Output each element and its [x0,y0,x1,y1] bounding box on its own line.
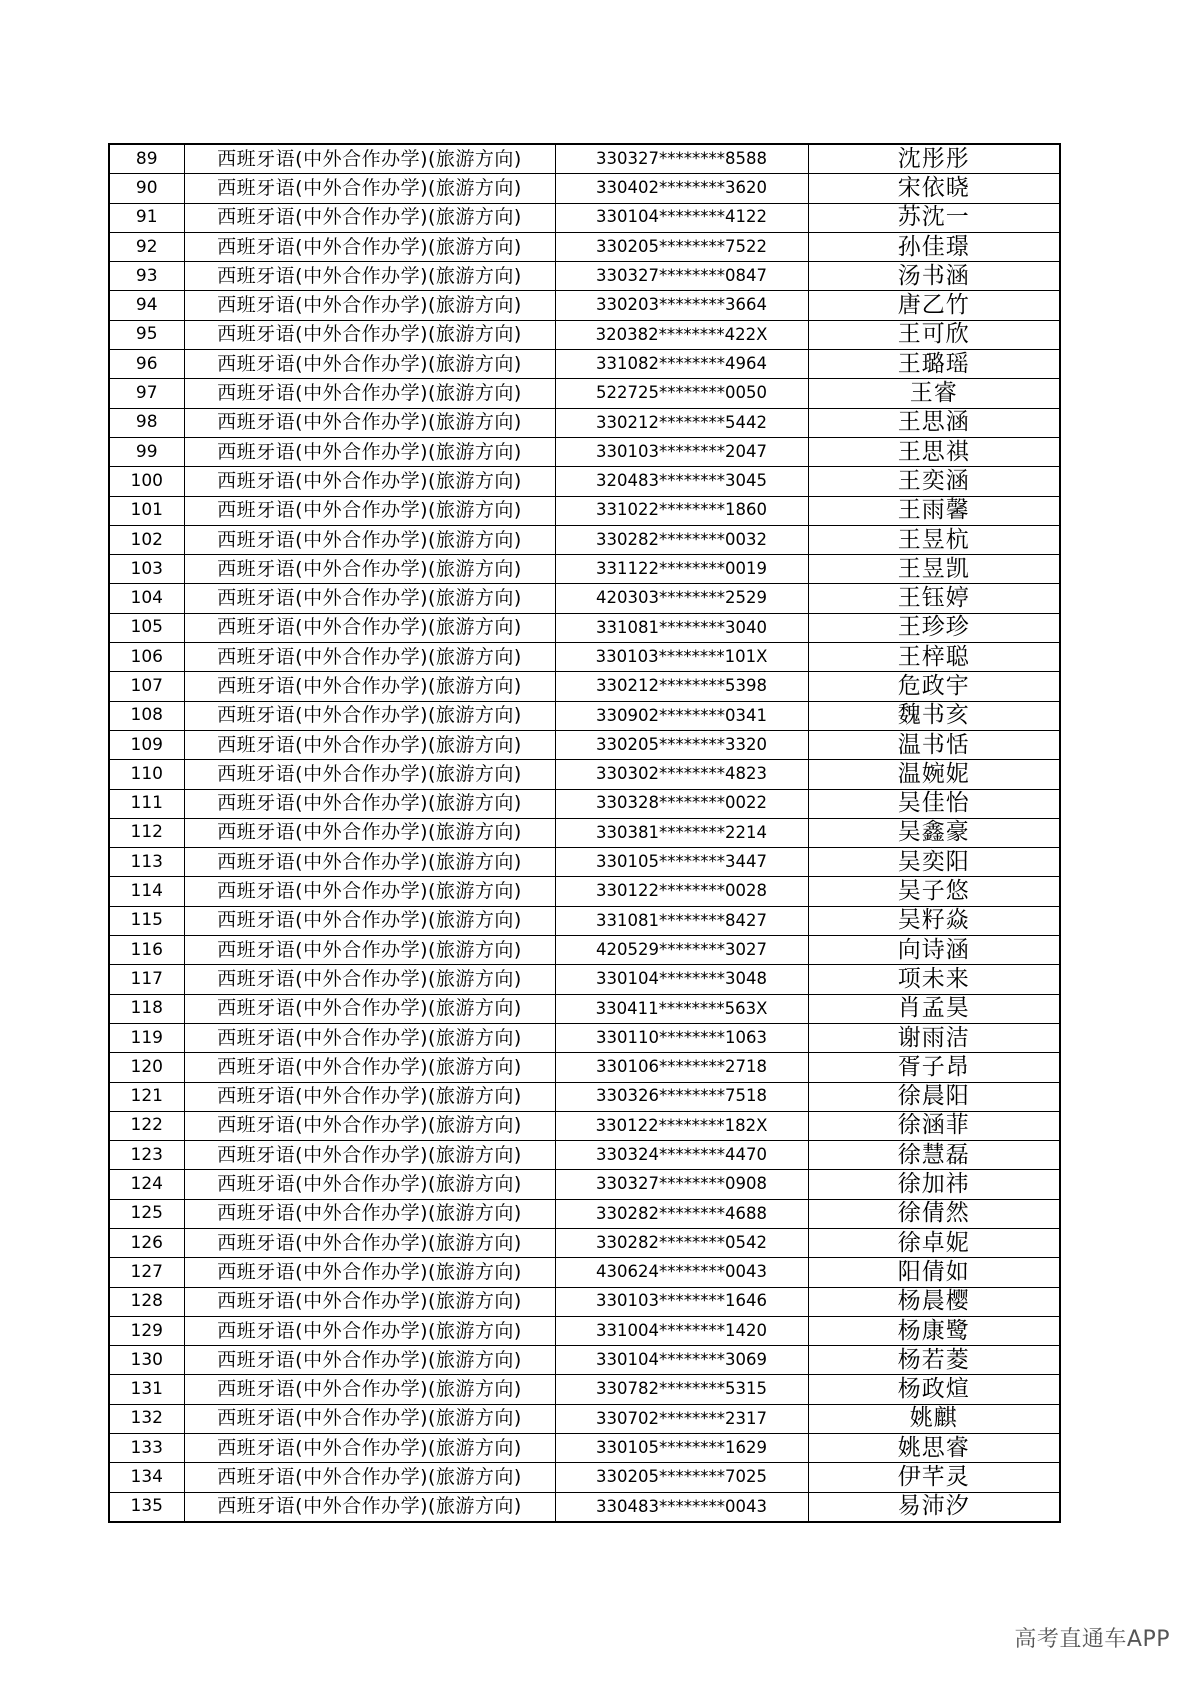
table-row [109,1023,1060,1052]
major-cell: 西班牙语(中外合作办学)(旅游方向) [184,467,555,496]
row-number-cell: 111 [109,789,184,818]
id-number-cell: 331081********3040 [555,613,808,642]
student-name-cell: 吴奕阳 [808,848,1060,877]
id-number-cell: 330327********0847 [555,262,808,291]
major-cell: 西班牙语(中外合作办学)(旅游方向) [184,1111,555,1140]
id-number-cell: 330324********4470 [555,1141,808,1170]
row-number-cell: 129 [109,1316,184,1345]
table-row [109,994,1060,1023]
student-name-cell: 吴籽焱 [808,906,1060,935]
student-name-cell: 杨政煊 [808,1375,1060,1404]
student-name-cell: 王思祺 [808,437,1060,466]
table-row [109,906,1060,935]
student-name-cell: 肖孟昊 [808,994,1060,1023]
student-name-cell: 徐倩然 [808,1199,1060,1228]
id-number-cell: 330327********0908 [555,1170,808,1199]
major-cell: 西班牙语(中外合作办学)(旅游方向) [184,1375,555,1404]
table-row [109,262,1060,291]
row-number-cell: 107 [109,672,184,701]
table-row [109,818,1060,847]
table-row [109,848,1060,877]
student-name-cell: 王昱凯 [808,555,1060,584]
student-name-cell: 项未来 [808,965,1060,994]
id-number-cell: 330103********1646 [555,1287,808,1316]
table-row [109,1258,1060,1287]
row-number-cell: 96 [109,350,184,379]
row-number-cell: 93 [109,262,184,291]
row-number-cell: 125 [109,1199,184,1228]
row-number-cell: 119 [109,1023,184,1052]
major-cell: 西班牙语(中外合作办学)(旅游方向) [184,1199,555,1228]
student-name-cell: 唐乙竹 [808,291,1060,320]
major-cell: 西班牙语(中外合作办学)(旅游方向) [184,291,555,320]
row-number-cell: 120 [109,1053,184,1082]
major-cell: 西班牙语(中外合作办学)(旅游方向) [184,203,555,232]
row-number-cell: 135 [109,1492,184,1522]
major-cell: 西班牙语(中外合作办学)(旅游方向) [184,994,555,1023]
major-cell: 西班牙语(中外合作办学)(旅游方向) [184,232,555,261]
row-number-cell: 103 [109,555,184,584]
id-number-cell: 330282********4688 [555,1199,808,1228]
table-row [109,437,1060,466]
student-name-cell: 徐加祎 [808,1170,1060,1199]
id-number-cell: 330782********5315 [555,1375,808,1404]
table-row [109,555,1060,584]
id-number-cell: 330381********2214 [555,818,808,847]
id-number-cell: 331081********8427 [555,906,808,935]
table-row [109,350,1060,379]
student-name-cell: 沈彤彤 [808,144,1060,174]
table-row [109,1053,1060,1082]
id-number-cell: 330105********1629 [555,1434,808,1463]
major-cell: 西班牙语(中外合作办学)(旅游方向) [184,1053,555,1082]
row-number-cell: 115 [109,906,184,935]
major-cell: 西班牙语(中外合作办学)(旅游方向) [184,672,555,701]
row-number-cell: 127 [109,1258,184,1287]
id-number-cell: 330328********0022 [555,789,808,818]
row-number-cell: 118 [109,994,184,1023]
id-number-cell: 331022********1860 [555,496,808,525]
row-number-cell: 104 [109,584,184,613]
major-cell: 西班牙语(中外合作办学)(旅游方向) [184,877,555,906]
row-number-cell: 133 [109,1434,184,1463]
id-number-cell: 330110********1063 [555,1023,808,1052]
table-row [109,965,1060,994]
row-number-cell: 90 [109,174,184,203]
major-cell: 西班牙语(中外合作办学)(旅游方向) [184,262,555,291]
row-number-cell: 123 [109,1141,184,1170]
major-cell: 西班牙语(中外合作办学)(旅游方向) [184,1141,555,1170]
major-cell: 西班牙语(中外合作办学)(旅游方向) [184,936,555,965]
id-number-cell: 330411********563X [555,994,808,1023]
row-number-cell: 92 [109,232,184,261]
student-name-cell: 胥子昂 [808,1053,1060,1082]
table-row [109,1346,1060,1375]
watermark: 高考直通车APP [1014,1627,1170,1652]
major-cell: 西班牙语(中外合作办学)(旅游方向) [184,1287,555,1316]
row-number-cell: 116 [109,936,184,965]
row-number-cell: 99 [109,437,184,466]
row-number-cell: 110 [109,760,184,789]
student-name-cell: 王钰婷 [808,584,1060,613]
student-name-cell: 徐涵菲 [808,1111,1060,1140]
student-name-cell: 徐慧磊 [808,1141,1060,1170]
student-name-cell: 王雨馨 [808,496,1060,525]
student-name-cell: 吴鑫豪 [808,818,1060,847]
student-name-cell: 杨若菱 [808,1346,1060,1375]
student-name-cell: 王睿 [808,379,1060,408]
id-number-cell: 330105********3447 [555,848,808,877]
table-row [109,144,1060,174]
student-name-cell: 王珍珍 [808,613,1060,642]
id-number-cell: 330702********2317 [555,1404,808,1433]
id-number-cell: 420529********3027 [555,936,808,965]
major-cell: 西班牙语(中外合作办学)(旅游方向) [184,613,555,642]
major-cell: 西班牙语(中外合作办学)(旅游方向) [184,379,555,408]
table-row [109,203,1060,232]
major-cell: 西班牙语(中外合作办学)(旅游方向) [184,848,555,877]
table-row [109,379,1060,408]
major-cell: 西班牙语(中外合作办学)(旅游方向) [184,1404,555,1433]
id-number-cell: 330302********4823 [555,760,808,789]
id-number-cell: 330103********2047 [555,437,808,466]
row-number-cell: 100 [109,467,184,496]
id-number-cell: 330122********0028 [555,877,808,906]
student-name-cell: 吴子悠 [808,877,1060,906]
student-name-cell: 王思涵 [808,408,1060,437]
id-number-cell: 330104********3048 [555,965,808,994]
major-cell: 西班牙语(中外合作办学)(旅游方向) [184,320,555,349]
major-cell: 西班牙语(中外合作办学)(旅游方向) [184,1258,555,1287]
table-row [109,613,1060,642]
row-number-cell: 126 [109,1228,184,1257]
row-number-cell: 121 [109,1082,184,1111]
student-name-cell: 温婉妮 [808,760,1060,789]
major-cell: 西班牙语(中外合作办学)(旅游方向) [184,525,555,554]
student-name-cell: 宋依晓 [808,174,1060,203]
student-name-cell: 姚思睿 [808,1434,1060,1463]
row-number-cell: 131 [109,1375,184,1404]
table-row [109,496,1060,525]
row-number-cell: 95 [109,320,184,349]
id-number-cell: 330212********5398 [555,672,808,701]
table-row [109,1492,1060,1522]
major-cell: 西班牙语(中外合作办学)(旅游方向) [184,1434,555,1463]
student-name-cell: 王昱杭 [808,525,1060,554]
id-number-cell: 330326********7518 [555,1082,808,1111]
id-number-cell: 330205********3320 [555,730,808,759]
row-number-cell: 132 [109,1404,184,1433]
major-cell: 西班牙语(中外合作办学)(旅游方向) [184,906,555,935]
student-name-cell: 易沛汐 [808,1492,1060,1522]
table-row [109,1434,1060,1463]
row-number-cell: 108 [109,701,184,730]
major-cell: 西班牙语(中外合作办学)(旅游方向) [184,144,555,174]
student-name-cell: 魏书亥 [808,701,1060,730]
student-name-cell: 汤书涵 [808,262,1060,291]
table-row [109,320,1060,349]
row-number-cell: 105 [109,613,184,642]
id-number-cell: 330327********8588 [555,144,808,174]
row-number-cell: 128 [109,1287,184,1316]
major-cell: 西班牙语(中外合作办学)(旅游方向) [184,730,555,759]
table-row [109,1141,1060,1170]
student-name-cell: 姚麒 [808,1404,1060,1433]
table-row [109,1170,1060,1199]
major-cell: 西班牙语(中外合作办学)(旅游方向) [184,437,555,466]
id-number-cell: 330103********101X [555,643,808,672]
major-cell: 西班牙语(中外合作办学)(旅游方向) [184,965,555,994]
row-number-cell: 98 [109,408,184,437]
table-row [109,1375,1060,1404]
student-name-cell: 王奕涵 [808,467,1060,496]
row-number-cell: 124 [109,1170,184,1199]
table-row [109,584,1060,613]
row-number-cell: 122 [109,1111,184,1140]
major-cell: 西班牙语(中外合作办学)(旅游方向) [184,1346,555,1375]
table-row [109,701,1060,730]
major-cell: 西班牙语(中外合作办学)(旅游方向) [184,584,555,613]
student-name-cell: 王璐瑶 [808,350,1060,379]
table-row [109,789,1060,818]
id-number-cell: 430624********0043 [555,1258,808,1287]
id-number-cell: 330106********2718 [555,1053,808,1082]
major-cell: 西班牙语(中外合作办学)(旅游方向) [184,818,555,847]
table-row [109,1228,1060,1257]
student-name-cell: 谢雨洁 [808,1023,1060,1052]
major-cell: 西班牙语(中外合作办学)(旅游方向) [184,496,555,525]
table-row [109,672,1060,701]
row-number-cell: 106 [109,643,184,672]
table-row [109,1316,1060,1345]
table-row [109,525,1060,554]
id-number-cell: 330122********182X [555,1111,808,1140]
major-cell: 西班牙语(中外合作办学)(旅游方向) [184,1316,555,1345]
table-row [109,730,1060,759]
id-number-cell: 330282********0542 [555,1228,808,1257]
row-number-cell: 91 [109,203,184,232]
id-number-cell: 330402********3620 [555,174,808,203]
major-cell: 西班牙语(中外合作办学)(旅游方向) [184,350,555,379]
id-number-cell: 331122********0019 [555,555,808,584]
id-number-cell: 331082********4964 [555,350,808,379]
row-number-cell: 94 [109,291,184,320]
id-number-cell: 320483********3045 [555,467,808,496]
id-number-cell: 330282********0032 [555,525,808,554]
table-row [109,643,1060,672]
table-row [109,174,1060,203]
table-row [109,1287,1060,1316]
id-number-cell: 331004********1420 [555,1316,808,1345]
row-number-cell: 97 [109,379,184,408]
row-number-cell: 101 [109,496,184,525]
row-number-cell: 130 [109,1346,184,1375]
table-row [109,877,1060,906]
student-name-cell: 杨康鹭 [808,1316,1060,1345]
major-cell: 西班牙语(中外合作办学)(旅游方向) [184,760,555,789]
table-row [109,232,1060,261]
row-number-cell: 114 [109,877,184,906]
id-number-cell: 420303********2529 [555,584,808,613]
major-cell: 西班牙语(中外合作办学)(旅游方向) [184,174,555,203]
id-number-cell: 330205********7522 [555,232,808,261]
student-name-cell: 吴佳怡 [808,789,1060,818]
student-name-cell: 王梓聪 [808,643,1060,672]
table-row [109,291,1060,320]
table-row [109,1111,1060,1140]
id-number-cell: 522725********0050 [555,379,808,408]
major-cell: 西班牙语(中外合作办学)(旅游方向) [184,1463,555,1492]
row-number-cell: 113 [109,848,184,877]
row-number-cell: 102 [109,525,184,554]
student-name-cell: 苏沈一 [808,203,1060,232]
major-cell: 西班牙语(中外合作办学)(旅游方向) [184,408,555,437]
table-row [109,1082,1060,1111]
table-row [109,467,1060,496]
student-name-cell: 孙佳璟 [808,232,1060,261]
row-number-cell: 89 [109,144,184,174]
student-name-cell: 向诗涵 [808,936,1060,965]
student-name-cell: 徐卓妮 [808,1228,1060,1257]
row-number-cell: 109 [109,730,184,759]
major-cell: 西班牙语(中外合作办学)(旅游方向) [184,1082,555,1111]
id-number-cell: 330212********5442 [555,408,808,437]
id-number-cell: 330205********7025 [555,1463,808,1492]
student-name-cell: 徐晨阳 [808,1082,1060,1111]
table-body [109,144,1060,1522]
id-number-cell: 330902********0341 [555,701,808,730]
major-cell: 西班牙语(中外合作办学)(旅游方向) [184,555,555,584]
table-row [109,1199,1060,1228]
major-cell: 西班牙语(中外合作办学)(旅游方向) [184,1228,555,1257]
row-number-cell: 134 [109,1463,184,1492]
major-cell: 西班牙语(中外合作办学)(旅游方向) [184,1023,555,1052]
student-name-cell: 温书恬 [808,730,1060,759]
student-name-cell: 阳倩如 [808,1258,1060,1287]
student-name-cell: 杨晨樱 [808,1287,1060,1316]
major-cell: 西班牙语(中外合作办学)(旅游方向) [184,643,555,672]
id-number-cell: 330104********4122 [555,203,808,232]
id-number-cell: 330483********0043 [555,1492,808,1522]
major-cell: 西班牙语(中外合作办学)(旅游方向) [184,1492,555,1522]
id-number-cell: 330203********3664 [555,291,808,320]
table-row [109,936,1060,965]
table-row [109,1404,1060,1433]
table-row [109,408,1060,437]
student-name-cell: 危政宇 [808,672,1060,701]
major-cell: 西班牙语(中外合作办学)(旅游方向) [184,789,555,818]
table-row [109,760,1060,789]
table-row [109,1463,1060,1492]
row-number-cell: 112 [109,818,184,847]
major-cell: 西班牙语(中外合作办学)(旅游方向) [184,701,555,730]
major-cell: 西班牙语(中外合作办学)(旅游方向) [184,1170,555,1199]
id-number-cell: 320382********422X [555,320,808,349]
student-name-cell: 伊芊灵 [808,1463,1060,1492]
admission-list-table [108,143,1061,1523]
student-name-cell: 王可欣 [808,320,1060,349]
row-number-cell: 117 [109,965,184,994]
id-number-cell: 330104********3069 [555,1346,808,1375]
